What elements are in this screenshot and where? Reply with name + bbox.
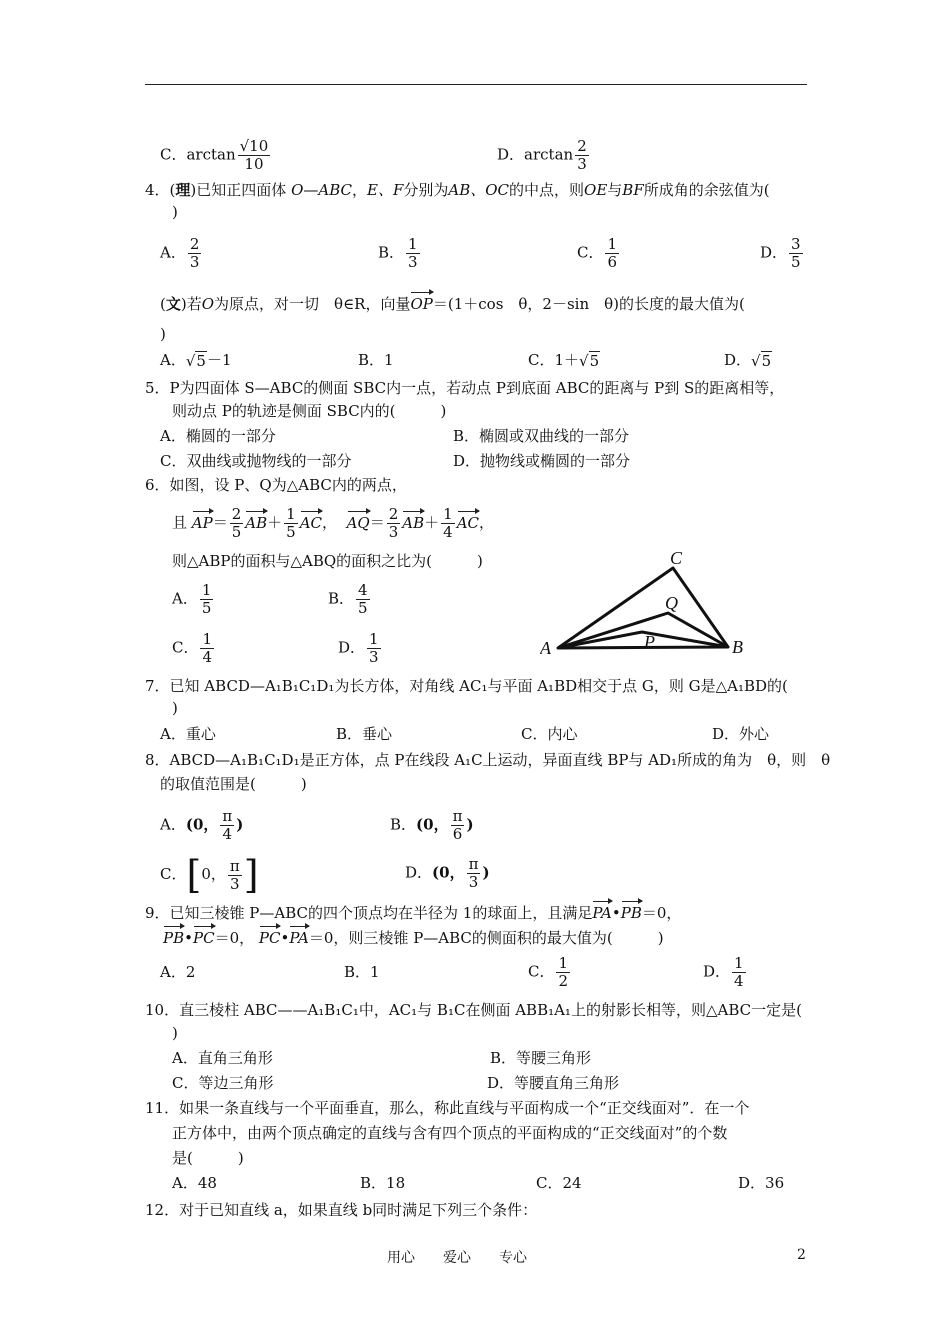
q5-stem-line1: 5．P为四面体 S—ABC的侧面 SBC内一点，若动点 P到底面 ABC的距离与 P到 S的距离相等，: [145, 379, 785, 397]
q11-option-b: B．18: [360, 1174, 406, 1192]
q10-option-d: D．等腰直角三角形: [487, 1074, 620, 1092]
q6-stem-line1: 6．如图，设 P、Q为△ABC内的两点，: [145, 476, 407, 494]
q4-wen-option-b: B．1: [358, 351, 394, 369]
label-b: B: [732, 637, 743, 657]
q6-option-c: C． $\frac{1}{4}$: [172, 630, 213, 666]
q10-option-a: A．直角三角形: [172, 1049, 273, 1067]
q6-option-a: A． $\frac{1}{5}$: [172, 581, 212, 617]
footer-motto: 用心 爱心 专心: [387, 1250, 527, 1266]
q8-option-b: B．(0， $\frac{\pi}{6}$ ): [390, 807, 474, 843]
q7-option-a: A．重心: [160, 725, 216, 743]
q4-option-c: C． $\frac{1}{6}$: [577, 235, 618, 271]
q12-stem-line1: 12．对于已知直线 a，如果直线 b同时满足下列三个条件：: [145, 1201, 538, 1219]
q3-option-d: D．arctan $\frac{2}{3}$: [497, 137, 587, 173]
q7-option-b: B．垂心: [336, 725, 393, 743]
triangle-figure: [540, 545, 760, 660]
q4-stem: 4．(理)已知正四面体 O—ABC，E、F分别为AB、OC的中点，则OE与BF所成角的余弦值为(: [145, 181, 770, 199]
page-number: 2: [797, 1247, 806, 1263]
q6-option-d: D． $\frac{1}{3}$: [338, 630, 379, 666]
q10-stem-line2: ): [172, 1024, 178, 1042]
q7-option-c: C．内心: [521, 725, 578, 743]
q11-option-c: C．24: [536, 1174, 582, 1192]
q9-option-b: B．1: [344, 963, 380, 981]
q5-option-a: A．椭圆的一部分: [160, 427, 276, 445]
label-c: C: [670, 548, 683, 568]
q4-wen-option-a: A．√5－1: [160, 351, 232, 370]
q6-option-b: B． $\frac{4}{5}$: [328, 581, 368, 617]
q8-stem-line1: 8．ABCD—A₁B₁C₁D₁是正方体，点 P在线段 A₁C上运动，异面直线 BP与 AD₁所成的角为 θ，则 θ: [145, 751, 831, 769]
q9-option-c: C． $\frac{1}{2}$: [528, 954, 569, 990]
q6-vector-equations: 且 AP＝ $\frac{2}{5}$ AB＋ $\frac{1}{5}$ AC， AQ＝ $\frac{2}{3}$ AB＋ $\frac{1}{4}$ AC，: [172, 505, 495, 541]
q11-stem-line3: 是( ): [172, 1149, 244, 1167]
q4-wen-stem: (文)若O为原点，对一切 θ∈R，向量OP＝(1＋cos θ，2－sin θ)的长度的最大值为(: [160, 290, 745, 314]
q8-stem-line2: 的取值范围是( ): [160, 775, 307, 793]
q8-option-d: D．(0， $\frac{\pi}{3}$ ): [405, 855, 490, 891]
q7-option-d: D．外心: [712, 725, 770, 743]
q5-option-b: B．椭圆或双曲线的一部分: [453, 427, 630, 445]
q4-option-b: B． $\frac{1}{3}$: [378, 235, 418, 271]
q4-wen-option-d: D．√5: [724, 351, 772, 370]
q11-option-d: D．36: [738, 1174, 785, 1192]
header-rule: [145, 84, 807, 85]
q10-option-b: B．等腰三角形: [490, 1049, 592, 1067]
q9-option-a: A．2: [160, 963, 196, 981]
q4-stem-end: ): [172, 203, 178, 221]
q11-stem-line1: 11．如果一条直线与一个平面垂直，那么，称此直线与平面构成一个“正交线面对”．在一个: [145, 1099, 750, 1117]
label-q: Q: [665, 593, 678, 613]
q9-stem-line1: 9．已知三棱锥 P—ABC的四个顶点均在半径为 1的球面上，且满足PA•PB＝0，: [145, 899, 681, 923]
q4-wen-stem-end: ): [160, 325, 166, 343]
q8-option-c: C．[0， $\frac{\pi}{3}$ ]: [160, 853, 259, 897]
q4-option-d: D． $\frac{3}{5}$: [760, 235, 801, 271]
q9-option-d: D． $\frac{1}{4}$: [703, 954, 744, 990]
q10-stem-line1: 10．直三棱柱 ABC——A₁B₁C₁中，AC₁与 B₁C在侧面 ABB₁A₁上的射影长相等，则△ABC一定是(: [145, 1001, 802, 1019]
label-a: A: [540, 638, 551, 658]
triangle-abc: [558, 568, 728, 648]
q8-option-a: A．(0， $\frac{\pi}{4}$ ): [160, 807, 244, 843]
q9-stem-line2: PB•PC＝0， PC•PA＝0，则三棱锥 P—ABC的侧面积的最大值为( ): [163, 924, 664, 948]
q7-stem-line1: 7．已知 ABCD—A₁B₁C₁D₁为长方体，对角线 AC₁与平面 A₁BD相交于点 G，则 G是△A₁BD的(: [145, 677, 788, 695]
q5-stem-line2: 则动点 P的轨迹是侧面 SBC内的( ): [172, 402, 447, 420]
q4-option-a: A． $\frac{2}{3}$: [160, 235, 200, 271]
q6-stem-line3: 则△ABP的面积与△ABQ的面积之比为( ): [172, 552, 483, 570]
q5-option-d: D．抛物线或椭圆的一部分: [453, 452, 631, 470]
q10-option-c: C．等边三角形: [172, 1074, 274, 1092]
q11-stem-line2: 正方体中，由两个顶点确定的直线与含有四个顶点的平面构成的“正交线面对”的个数: [172, 1124, 728, 1142]
q5-option-c: C．双曲线或抛物线的一部分: [160, 452, 352, 470]
q11-option-a: A．48: [172, 1174, 217, 1192]
q7-stem-line2: ): [172, 699, 178, 717]
q4-wen-option-c: C．1＋√5: [528, 351, 600, 370]
label-p: P: [644, 632, 655, 652]
q3-option-c: C．arctan $\frac{√10}{10}$: [160, 137, 269, 173]
